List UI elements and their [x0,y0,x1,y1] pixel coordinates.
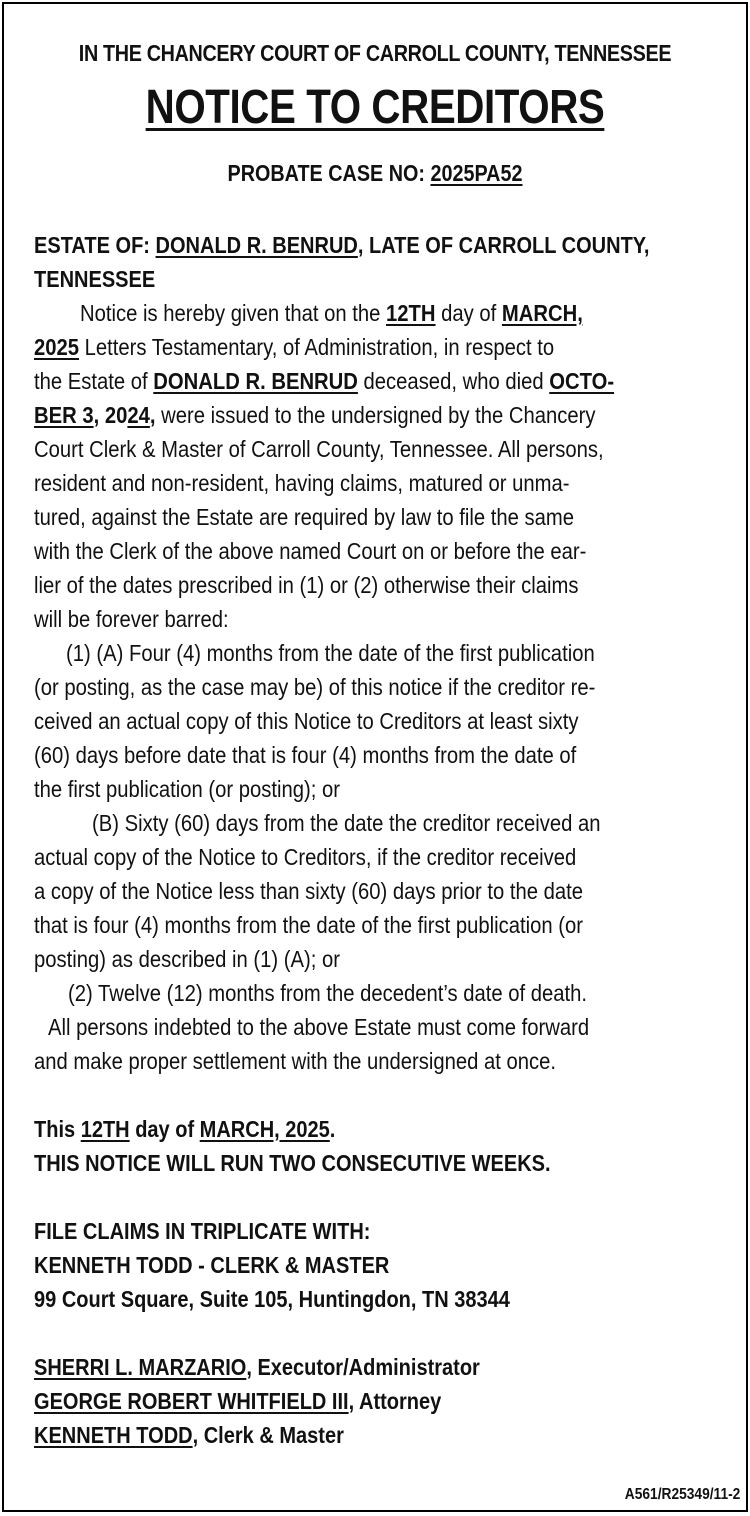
body-line-16: (B) Sixty (60) days from the date the creditor received an [92,810,601,836]
signatory-executor: SHERRI L. MARZARIO, Executor/Administrator [34,1354,480,1380]
estate-label: ESTATE OF: [34,232,150,258]
notice-day: 12TH [386,300,436,326]
signatory-attorney: GEORGE ROBERT WHITFIELD III, Attorney [34,1388,442,1414]
run-notice: THIS NOTICE WILL RUN TWO CONSECUTIVE WEEKS. [34,1150,551,1176]
body-line-13: ceived an actual copy of this Notice to Creditors at least sixty [34,708,579,734]
case-label: PROBATE CASE NO: [227,160,425,186]
file-claims-heading: FILE CLAIMS IN TRIPLICATE WITH: [34,1218,371,1244]
body-line-5: Court Clerk & Master of Carroll County, Tennessee. All persons, [34,436,604,462]
dated-month-year: MARCH, 2025 [199,1116,330,1142]
body-line-7: tured, against the Estate are required by law to file the same [34,504,575,530]
body-line-15: the first publication (or posting); or [34,776,340,802]
dated-line: This 12TH day of MARCH, 2025. [34,1116,336,1142]
decedent-name: DONALD R. BENRUD [155,232,358,258]
body-line-10: will be forever barred: [34,606,229,632]
case-number-line [56,160,694,187]
body-line-17: actual copy of the Notice to Creditors, if the creditor received [34,844,577,870]
date-of-death-part1: OCTO- [549,368,615,394]
body-line-19: that is four (4) months from the date of the first publication (or [34,912,583,938]
dated-day: 12TH [80,1116,130,1142]
body-line-22: All persons indebted to the above Estate must come forward [48,1014,590,1040]
court-heading: IN THE CHANCERY COURT OF CARROLL COUNTY, TENNESSEE [78,40,672,66]
decedent-name-body: DONALD R. BENRUD [153,368,358,394]
body-line-9: lier of the dates prescribed in (1) or (2) otherwise their claims [34,572,579,598]
body-line-18: a copy of the Notice less than sixty (60) days prior to the date [34,878,584,904]
body-line-23: and make proper settlement with the undersigned at once. [34,1048,557,1074]
notice-month: MARCH, [501,300,583,326]
case-number: 2025PA52 [430,160,523,186]
estate-late-of: , LATE OF CARROLL COUNTY, [357,232,650,258]
body-line-14: (60) days before date that is four (4) months from the date of [34,742,577,768]
estate-state: TENNESSEE [34,266,156,292]
body-line-20: posting) as described in (1) (A); or [34,946,340,972]
ad-reference-code: A561/R25349/11-2 [624,1486,740,1503]
body-line-6: resident and non-resident, having claims, matured or unma- [34,470,570,496]
file-claims-address: 99 Court Square, Suite 105, Huntingdon, TN 38344 [34,1286,510,1312]
file-claims-clerk: KENNETH TODD - CLERK & MASTER [34,1252,390,1278]
notice-year: 2025 [34,334,80,360]
notice-body [34,228,722,1452]
body-line-1: Notice is hereby given that on the 12TH day of MARCH, [80,300,583,326]
estate-line [34,228,722,262]
signatory-clerk: KENNETH TODD, Clerk & Master [34,1422,344,1448]
body-line-2: 2025 Letters Testamentary, of Administration, in respect to [34,334,555,360]
body-line-8: with the Clerk of the above named Court on or before the ear- [34,538,587,564]
body-line-11: (1) (A) Four (4) months from the date of the first publication [66,640,595,666]
body-line-21: (2) Twelve (12) months from the decedent’s date of death. [68,980,588,1006]
legal-notice [2,2,748,1512]
body-line-4: BER 3, 2024, were issued to the undersigned by the Chancery [34,402,596,428]
body-line-12: (or posting, as the case may be) of this notice if the creditor re- [34,674,596,700]
notice-title: NOTICE TO CREDITORS [145,81,605,134]
body-line-3: the Estate of DONALD R. BENRUD deceased, who died OCTO- [34,368,615,394]
date-of-death-part2: BER 3 [34,402,94,428]
